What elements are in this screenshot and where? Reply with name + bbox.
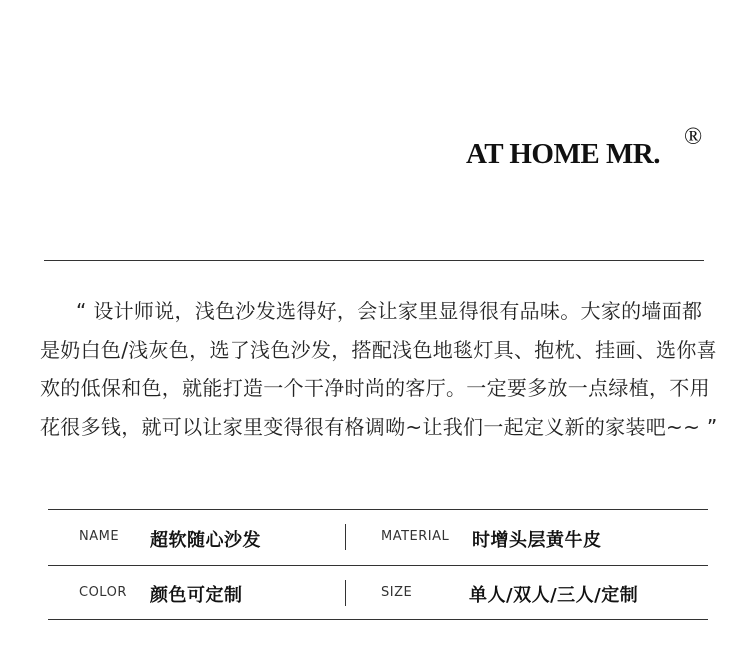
spec-column-divider [345,580,346,606]
material-value: 时增头层黄牛皮 [472,530,602,551]
brand-title: AT HOME MR. [466,138,661,170]
spec-column-divider [345,524,346,550]
divider-line [44,260,704,261]
spec-top-rule [48,509,708,510]
color-label: COLOR [79,585,127,600]
size-label: SIZE [381,585,413,600]
spec-bottom-rule [48,619,708,620]
name-value: 超软随心沙发 [150,530,261,551]
registered-mark: ® [684,124,703,150]
material-label: MATERIAL [381,529,450,544]
quote-text: “ 设计师说，浅色沙发选得好，会让家里显得很有品味。大家的墙面都是奶白色/浅灰色，选了浅色沙发，搭配浅色地毯灯具、抱枕、挂画、选你喜欢的低保和色，就能打造一个干净时尚的客厅。一定要多放一点绿植，不用花很多钱，就可以让家里变得很有格调呦~让我们一起定义新的家装吧~~ ” [40,299,718,439]
spec-middle-rule [48,565,708,566]
designer-quote [40,292,720,446]
color-value: 颜色可定制 [150,585,243,606]
size-value: 单人/双人/三人/定制 [469,585,639,606]
name-label: NAME [79,529,120,544]
